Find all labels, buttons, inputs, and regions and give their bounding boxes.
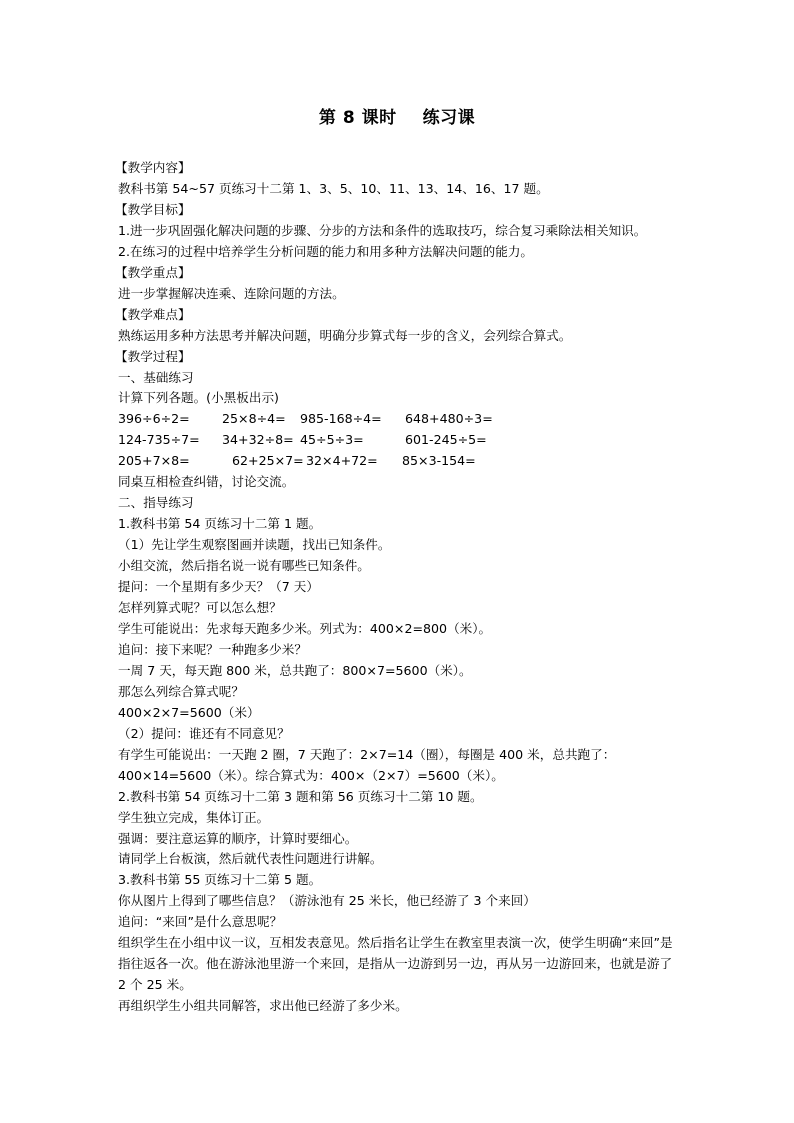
paragraph: 400×2×7=5600（米） <box>118 704 260 720</box>
paragraph: 组织学生在小组中议一议，互相发表意见。然后指名让学生在教室里表演一次，使学生明确“来回”是指往返各一次。他在游泳池里游一个来回，是指从一边游到另一边，再从另一边游回来，也就是游了 2 个 25 米。 <box>118 935 673 993</box>
paragraph: 教科书第 54~57 页练习十二第 1、3、5、10、11、13、14、16、17 题。 <box>118 180 549 196</box>
calc-item: 34+32÷8= <box>222 432 294 448</box>
calc-item: 124-735÷7= <box>118 432 200 448</box>
calc-row <box>118 430 678 451</box>
calc-item: 985-168÷4= <box>300 411 382 427</box>
paragraph: 计算下列各题。(小黑板出示) <box>118 390 279 406</box>
paragraph: 学生独立完成，集体订正。 <box>118 809 270 825</box>
calc-item: 205+7×8= <box>118 453 190 469</box>
paragraph: 你从图片上得到了哪些信息？（游泳池有 25 米长，他已经游了 3 个来回） <box>118 893 536 909</box>
calc-item: 396÷6÷2= <box>118 411 190 427</box>
subheading: 二、指导练习 <box>118 495 194 511</box>
paragraph: 再组织学生小组共同解答，求出他已经游了多少米。 <box>118 998 408 1014</box>
page-title <box>0 107 794 129</box>
calc-item: 32×4+72= <box>306 453 378 469</box>
paragraph: （2）提问：谁还有不同意见？ <box>118 725 290 741</box>
paragraph: 一周 7 天，每天跑 800 米，总共跑了：800×7=5600（米）。 <box>118 662 472 678</box>
paragraph: 小组交流，然后指名说一说有哪些已知条件。 <box>118 558 370 574</box>
paragraph: 1.进一步巩固强化解决问题的步骤、分步的方法和条件的选取技巧，综合复习乘除法相关知识。 <box>118 222 647 238</box>
calc-item: 45÷5÷3= <box>300 432 364 448</box>
calc-item: 601-245÷5= <box>405 432 487 448</box>
paragraph: 3.教科书第 55 页练习十二第 5 题。 <box>118 872 322 888</box>
paragraph: 提问：一个星期有多少天？（7 天） <box>118 579 319 595</box>
calc-item: 62+25×7= <box>232 453 304 469</box>
paragraph: 追问：“来回”是什么意思呢？ <box>118 914 283 930</box>
section-heading-key-points: 【教学重点】 <box>115 264 191 280</box>
paragraph: 请同学上台板演，然后就代表性问题进行讲解。 <box>118 851 383 867</box>
paragraph: 有学生可能说出：一天跑 2 圈，7 天跑了：2×7=14（圈），每圈是 400 米，总共跑了：400×14=5600（米）。综合算式为：400×（2×7）=5600（米）。 <box>118 746 616 783</box>
calc-item: 25×8÷4= <box>222 411 286 427</box>
paragraph: 怎样列算式呢？可以怎么想？ <box>118 600 282 616</box>
paragraph: （1）先让学生观察图画并读题，找出已知条件。 <box>118 537 391 553</box>
calc-row <box>118 409 678 430</box>
section-heading-difficulties: 【教学难点】 <box>115 306 191 322</box>
section-heading-process: 【教学过程】 <box>115 348 191 364</box>
lesson-type: 练习课 <box>422 108 476 128</box>
subheading: 一、基础练习 <box>118 369 194 385</box>
paragraph: 2.在练习的过程中培养学生分析问题的能力和用多种方法解决问题的能力。 <box>118 243 534 259</box>
paragraph: 强调：要注意运算的顺序，计算时要细心。 <box>118 830 358 846</box>
document-body <box>115 158 678 1017</box>
paragraph: 进一步掌握解决连乘、连除问题的方法。 <box>118 285 345 301</box>
paragraph: 1.教科书第 54 页练习十二第 1 题。 <box>118 516 322 532</box>
paragraph: 追问：接下来呢？一种跑多少米？ <box>118 641 307 657</box>
paragraph: 熟练运用多种方法思考并解决问题，明确分步算式每一步的含义，会列综合算式。 <box>118 327 572 343</box>
paragraph: 同桌互相检查纠错，讨论交流。 <box>118 474 295 490</box>
calc-row <box>118 451 678 472</box>
section-heading-content: 【教学内容】 <box>115 160 191 175</box>
paragraph: 2.教科书第 54 页练习十二第 3 题和第 56 页练习十二第 10 题。 <box>118 788 483 804</box>
calc-item: 85×3-154= <box>402 453 476 469</box>
lesson-number: 第 8 课时 <box>318 108 397 128</box>
paragraph: 那怎么列综合算式呢？ <box>118 683 244 699</box>
calc-item: 648+480÷3= <box>405 411 493 427</box>
paragraph: 学生可能说出：先求每天跑多少米。列式为：400×2=800（米）。 <box>118 620 492 636</box>
section-heading-goals: 【教学目标】 <box>115 201 191 217</box>
